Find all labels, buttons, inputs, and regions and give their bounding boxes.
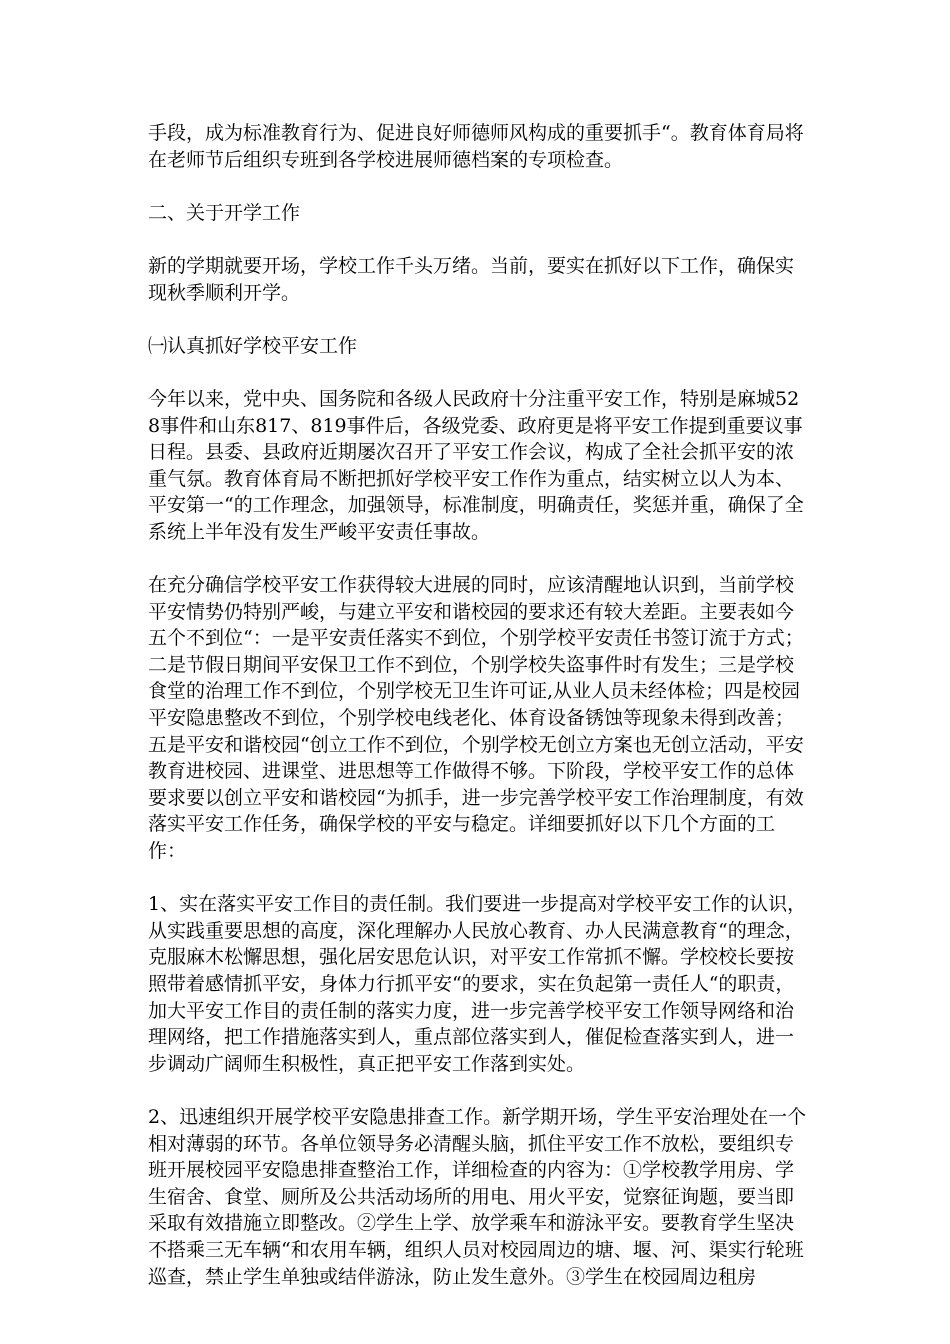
section-heading-school-opening: 二、关于开学工作 (148, 201, 301, 224)
subsection-heading-safety: ㈠认真抓好学校平安工作 (148, 334, 358, 357)
paragraph-item-2: 2、迅速组织开展学校平安隐患排查工作。新学期开场，学生平安治理处在一个相对薄弱的环节。各单位领导务必清醒头脑，抓住平安工作不放松，要组织专班开展校园平安隐患排查整治工作，详细检查的内容为：①学校教学用房、学生宿舍、食堂、厕所及公共活动场所的用电、用火平安，觉察征询题，要当即采取有效措施立即整改。②学生上学、放学乘车和游泳平安。要教育学生坚决不搭乘三无车辆“和农用车辆，组织人员对校园周边的塘、堰、河、渠实行轮班巡查，禁止学生单独或结伴游泳，防止发生意外。③学生在校园周边租房 (148, 1105, 807, 1288)
paragraph-safety-situation: 在充分确信学校平安工作获得较大进展的同时，应该清醒地认识到，当前学校平安情势仍特别严峻，与建立平安和谐校园的要求还有较大差距。主要表如今五个不到位“：一是平安责任落实不到位，个别学校平安责任书签订流于方式；二是节假日期间平安保卫工作不到位，个别学校失盗事件时有发生；三是学校食堂的治理工作不到位，个别学校无卫生许可证,从业人员未经体检；四是校园平安隐患整改不到位，个别学校电线老化、体育设备锈蚀等现象未得到改善；五是平安和谐校园“创立工作不到位，个别学校无创立方案也无创立活动，平安教育进校园、进课堂、进思想等工作做得不够。下阶段，学校平安工作的总体要求要以创立平安和谐校园“为抓手，进一步完善学校平安工作治理制度，有效落实平安工作任务，确保学校的平安与稳定。详细要抓好以下几个方面的工作： (148, 574, 804, 863)
paragraph-intro: 手段，成为标准教育行为、促进良好师德师风构成的重要抓手“。教育体育局将在老师节后组织专班到各学校进展师德档案的专项检查。 (148, 122, 804, 171)
paragraph-safety-background: 今年以来，党中央、国务院和各级人民政府十分注重平安工作，特别是麻城528事件和山东817、819事件后，各级党委、政府更是将平安工作提到重要议事日程。县委、县政府近期屡次召开了平安工作会议，构成了全社会抓平安的浓重气氛。教育体育局不断把抓好学校平安工作作为重点，结实树立以人为本、平安第一“的工作理念，加强领导，标准制度，明确责任，奖惩并重，确保了全系统上半年没有发生严峻平安责任事故。 (148, 387, 804, 543)
document-body (148, 120, 808, 1317)
paragraph-semester: 新的学期就要开场，学校工作千头万绪。当前，要实在抓好以下工作，确保实现秋季顺利开学。 (148, 254, 795, 304)
paragraph-item-1: 1、实在落实平安工作目的责任制。我们要进一步提高对学校平安工作的认识，从实践重要思想的高度，深化理解办人民放心教育、办人民满意教育“的理念，克服麻木松懈思想，强化居安思危认识，对平安工作常抓不懈。学校校长要按照带着感情抓平安，身体力行抓平安“的要求，实在负起第一责任人“的职责，加大平安工作目的责任制的落实力度，进一步完善学校平安工作领导网络和治理网络，把工作措施落实到人，重点部位落实到人，催促检查落实到人，进一步调动广阔师生积极性，真正把平安工作落到实处。 (148, 893, 807, 1075)
